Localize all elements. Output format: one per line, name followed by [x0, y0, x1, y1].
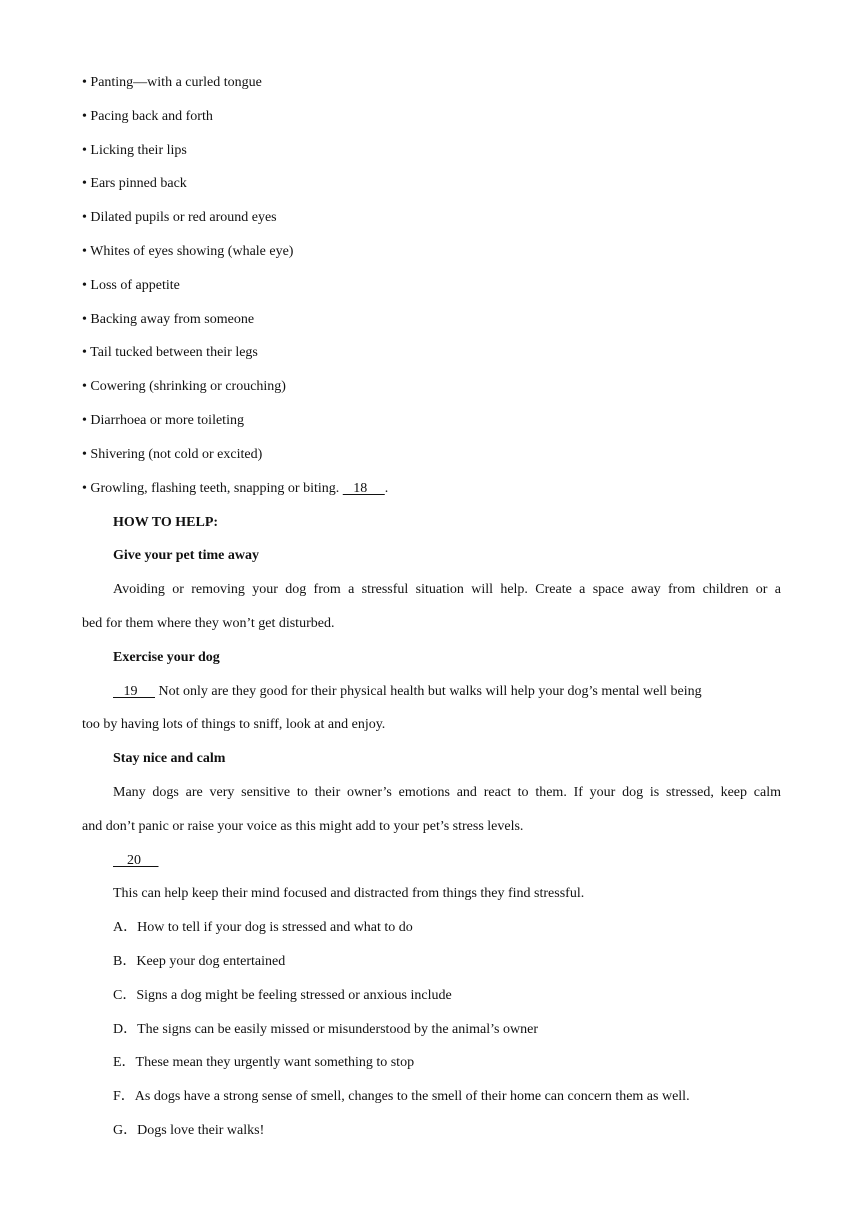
answer-blank-18[interactable]: 18	[342, 481, 385, 496]
section-heading-time-away: Give your pet time away	[113, 548, 259, 563]
bullet-item: • Dilated pupils or red around eyes	[82, 210, 277, 225]
paragraph-line: too by having lots of things to sniff, look at and enjoy.	[82, 717, 386, 732]
paragraph-line: bed for them where they won’t get disturbed.	[82, 616, 335, 631]
section-heading-calm: Stay nice and calm	[113, 751, 226, 766]
bullet-item: • Tail tucked between their legs	[82, 345, 258, 360]
bullet-item: • Cowering (shrinking or crouching)	[82, 379, 286, 394]
option-c: C．Signs a dog might be feeling stressed or anxious include	[113, 988, 452, 1003]
answer-blank-20[interactable]: 20	[113, 853, 159, 868]
paragraph-line: and don’t panic or raise your voice as this might add to your pet’s stress levels.	[82, 819, 524, 834]
bullet-item: • Pacing back and forth	[82, 109, 213, 124]
answer-blank-19[interactable]: 19	[113, 684, 155, 699]
option-e: E．These mean they urgently want something to stop	[113, 1055, 415, 1070]
option-f: F．As dogs have a strong sense of smell, changes to the smell of their home can concern them as well.	[113, 1089, 690, 1104]
blank-line-20	[113, 852, 781, 870]
bullet-item: • Licking their lips	[82, 143, 187, 158]
paragraph-line: This can help keep their mind focused and distracted from things they find stressful.	[113, 886, 585, 901]
option-b: B．Keep your dog entertained	[113, 954, 286, 969]
bullet-item: • Shivering (not cold or excited)	[82, 447, 263, 462]
option-a: A．How to tell if your dog is stressed and what to do	[113, 920, 413, 935]
how-to-help-heading: HOW TO HELP:	[113, 515, 219, 530]
paragraph-text: Not only are they good for their physical health but walks will help your dog’s mental well being	[155, 684, 702, 699]
bullet-item: • Panting—with a curled tongue	[82, 75, 262, 90]
paragraph-line: Avoiding or removing your dog from a stressful situation will help. Create a space away from children or a	[113, 582, 781, 597]
bullet-item-with-blank	[82, 480, 781, 498]
bullet-end: .	[384, 481, 389, 496]
section-heading-exercise: Exercise your dog	[113, 650, 220, 665]
bullet-item: • Ears pinned back	[82, 176, 187, 191]
bullet-item: • Whites of eyes showing (whale eye)	[82, 244, 294, 259]
bullet-item: • Diarrhoea or more toileting	[82, 413, 244, 428]
option-g: G．Dogs love their walks!	[113, 1123, 265, 1138]
option-d: D．The signs can be easily missed or misunderstood by the animal’s owner	[113, 1022, 538, 1037]
bullet-item: • Loss of appetite	[82, 278, 180, 293]
bullet-text: • Growling, flashing teeth, snapping or biting.	[82, 481, 343, 496]
paragraph-line-with-blank	[113, 683, 781, 701]
paragraph-line: Many dogs are very sensitive to their owner’s emotions and react to them. If your dog is stressed, keep calm	[113, 785, 781, 800]
bullet-item: • Backing away from someone	[82, 312, 255, 327]
